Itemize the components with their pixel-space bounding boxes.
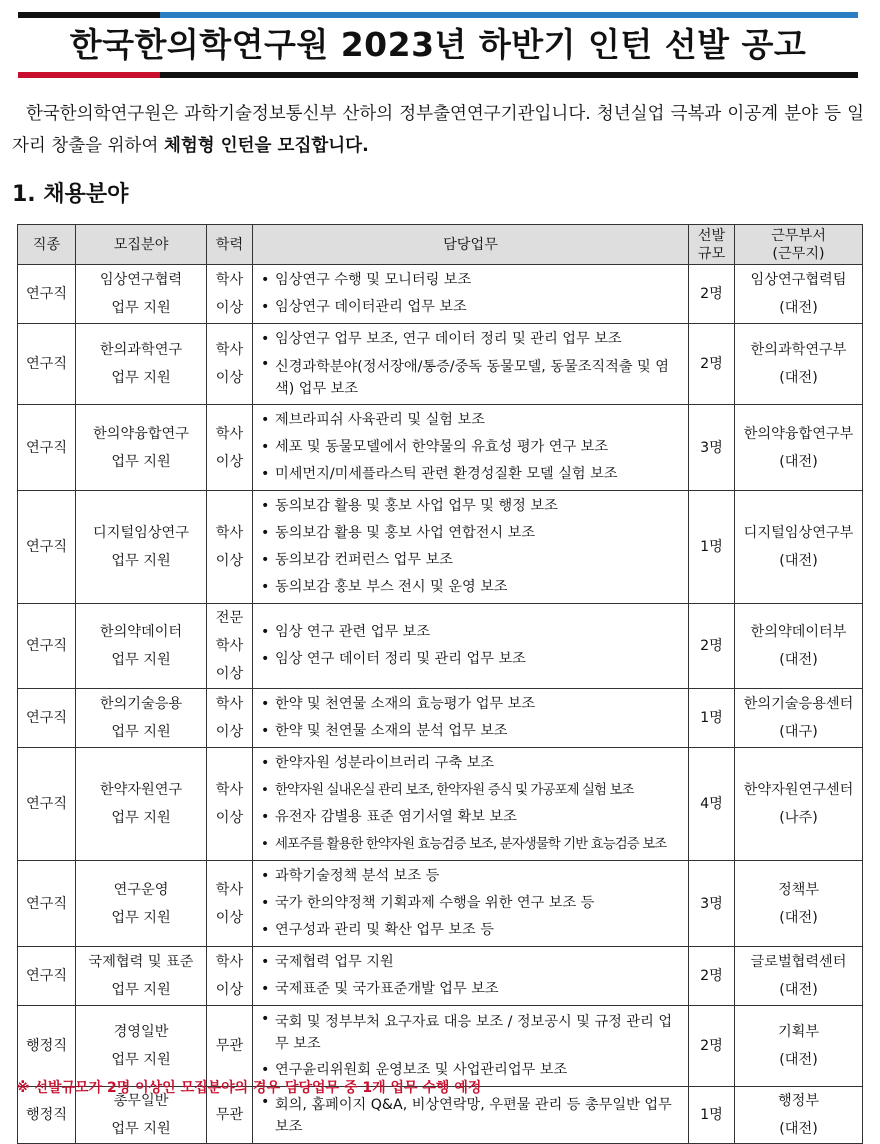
duty-item: • 동의보감 홍보 부스 전시 및 운영 보조 xyxy=(261,574,684,601)
cell-job-type: 행정직 xyxy=(18,1087,76,1144)
duty-item: • 한약 및 천연물 소재의 효능평가 업무 보조 xyxy=(261,691,684,718)
duty-item: • 국제협력 업무 지원 xyxy=(261,949,684,976)
cell-education: 학사 이상 xyxy=(207,748,253,861)
cell-count: 1명 xyxy=(689,689,735,748)
cell-department: 글로벌협력센터 (대전) xyxy=(735,947,863,1006)
duty-item: • 임상연구 데이터관리 업무 보조 xyxy=(261,294,684,321)
cell-education: 학사 이상 xyxy=(207,947,253,1006)
cell-duties xyxy=(253,748,689,861)
top-accent-bar xyxy=(18,12,858,18)
duty-item: • 임상연구 업무 보조, 연구 데이터 정리 및 관리 업무 보조 xyxy=(261,326,684,353)
recruitment-table xyxy=(17,224,863,1144)
cell-duties xyxy=(253,1006,689,1087)
cell-duties xyxy=(253,947,689,1006)
cell-count: 4명 xyxy=(689,748,735,861)
header-duties: 담당업무 xyxy=(253,225,689,265)
cell-duties xyxy=(253,265,689,324)
cell-job-type: 연구직 xyxy=(18,491,76,604)
table-row xyxy=(18,324,863,405)
duty-item: • 국제표준 및 국가표준개발 업무 보조 xyxy=(261,976,684,1003)
table-row xyxy=(18,405,863,491)
cell-field: 경영일반 업무 지원 xyxy=(76,1006,207,1087)
cell-count: 2명 xyxy=(689,324,735,405)
cell-field: 연구운영 업무 지원 xyxy=(76,861,207,947)
duty-item: • 한약 및 천연물 소재의 분석 업무 보조 xyxy=(261,718,684,745)
intro-text: 한국한의학연구원은 과학기술정보통신부 산하의 정부출연연구기관입니다. 청년실업 극복과 이공계 분야 등 일자리 창출을 위하여 xyxy=(12,104,864,156)
table-row xyxy=(18,265,863,324)
cell-job-type: 연구직 xyxy=(18,324,76,405)
duty-item: • 한약자원 성분라이브러리 구축 보조 xyxy=(261,750,684,777)
duty-item: • 임상연구 수행 및 모니터링 보조 xyxy=(261,267,684,294)
header-department: 근무부서 (근무지) xyxy=(735,225,863,265)
cell-field: 한의약융합연구 업무 지원 xyxy=(76,405,207,491)
table-body xyxy=(18,265,863,1144)
cell-count: 1명 xyxy=(689,1087,735,1144)
duty-list xyxy=(261,750,684,858)
cell-department: 한약자원연구센터 (나주) xyxy=(735,748,863,861)
table-row xyxy=(18,748,863,861)
cell-field: 한의과학연구 업무 지원 xyxy=(76,324,207,405)
cell-department: 디지털임상연구부 (대전) xyxy=(735,491,863,604)
intro-paragraph xyxy=(12,98,864,162)
table-row xyxy=(18,947,863,1006)
cell-job-type: 연구직 xyxy=(18,405,76,491)
header-education: 학력 xyxy=(207,225,253,265)
cell-duties xyxy=(253,491,689,604)
footnote: ※ 선발규모가 2명 이상인 모집분야의 경우 담당업무 중 1개 업무 수행 예정 xyxy=(16,1080,482,1096)
duty-list xyxy=(261,863,684,944)
duty-list xyxy=(261,1008,684,1084)
cell-duties xyxy=(253,604,689,689)
duty-item: • 연구성과 관리 및 확산 업무 보조 등 xyxy=(261,917,684,944)
cell-field: 국제협력 및 표준 업무 지원 xyxy=(76,947,207,1006)
cell-duties xyxy=(253,324,689,405)
cell-job-type: 연구직 xyxy=(18,689,76,748)
bottom-bar-red-segment xyxy=(18,72,160,78)
cell-count: 2명 xyxy=(689,947,735,1006)
cell-education: 무관 xyxy=(207,1006,253,1087)
duty-item: • 한약자원 실내온실 관리 보조, 한약자원 증식 및 가공포제 실험 보조 xyxy=(261,777,684,804)
duty-item: • 동의보감 컨퍼런스 업무 보조 xyxy=(261,547,684,574)
bottom-accent-bar xyxy=(18,72,858,78)
cell-education: 전문 학사 이상 xyxy=(207,604,253,689)
cell-duties xyxy=(253,861,689,947)
duty-item: • 유전자 감별용 표준 염기서열 확보 보조 xyxy=(261,804,684,831)
table-row xyxy=(18,1006,863,1087)
duty-list xyxy=(261,407,684,488)
duty-item: • 신경과학분야(정서장애/통증/중독 동물모델, 동물조직적출 및 염색) 업무 보조 xyxy=(261,353,684,402)
duty-item: • 제브라피쉬 사육관리 및 실험 보조 xyxy=(261,407,684,434)
header-job-type: 직종 xyxy=(18,225,76,265)
cell-department: 한의약융합연구부 (대전) xyxy=(735,405,863,491)
cell-job-type: 연구직 xyxy=(18,861,76,947)
cell-field: 임상연구협력 업무 지원 xyxy=(76,265,207,324)
duty-item: • 임상 연구 관련 업무 보조 xyxy=(261,619,684,646)
intro-emphasis: 체험형 인턴을 모집합니다. xyxy=(163,136,369,156)
cell-field: 한의기술응용 업무 지원 xyxy=(76,689,207,748)
duty-list xyxy=(261,949,684,1003)
cell-department: 한의과학연구부 (대전) xyxy=(735,324,863,405)
cell-count: 2명 xyxy=(689,265,735,324)
cell-department: 한의약데이터부 (대전) xyxy=(735,604,863,689)
cell-education: 학사 이상 xyxy=(207,405,253,491)
cell-count: 3명 xyxy=(689,405,735,491)
duty-list xyxy=(261,1091,684,1140)
cell-education: 학사 이상 xyxy=(207,689,253,748)
cell-duties xyxy=(253,405,689,491)
header-count: 선발 규모 xyxy=(689,225,735,265)
page-title: 한국한의학연구원 2023년 하반기 인턴 선발 공고 xyxy=(69,25,807,64)
cell-education: 학사 이상 xyxy=(207,491,253,604)
header-field: 모집분야 xyxy=(76,225,207,265)
table-row xyxy=(18,604,863,689)
top-bar-dark-segment xyxy=(18,12,160,18)
duty-item: • 세포 및 동물모델에서 한약물의 유효성 평가 연구 보조 xyxy=(261,434,684,461)
cell-education: 무관 xyxy=(207,1087,253,1144)
duty-item: • 국회 및 정부부처 요구자료 대응 보조 / 정보공시 및 규정 관리 업무 보조 xyxy=(261,1008,684,1057)
cell-field: 한약자원연구 업무 지원 xyxy=(76,748,207,861)
duty-list xyxy=(261,619,684,673)
cell-job-type: 연구직 xyxy=(18,947,76,1006)
duty-item: • 동의보감 활용 및 홍보 사업 연합전시 보조 xyxy=(261,520,684,547)
duty-list xyxy=(261,691,684,745)
duty-item: • 연구윤리위원회 운영보조 및 사업관리업무 보조 xyxy=(261,1057,684,1084)
cell-department: 한의기술응용센터 (대구) xyxy=(735,689,863,748)
cell-field: 한의약데이터 업무 지원 xyxy=(76,604,207,689)
cell-job-type: 연구직 xyxy=(18,748,76,861)
duty-list xyxy=(261,267,684,321)
section-heading: 1. 채용분야 xyxy=(12,182,129,207)
duty-list xyxy=(261,493,684,601)
cell-job-type: 연구직 xyxy=(18,265,76,324)
table-row xyxy=(18,861,863,947)
cell-department: 기획부 (대전) xyxy=(735,1006,863,1087)
cell-job-type: 연구직 xyxy=(18,604,76,689)
cell-field: 총무일반 업무 지원 xyxy=(76,1087,207,1144)
cell-education: 학사 이상 xyxy=(207,324,253,405)
cell-count: 3명 xyxy=(689,861,735,947)
duty-item: • 국가 한의약정책 기획과제 수행을 위한 연구 보조 등 xyxy=(261,890,684,917)
duty-item: • 회의, 홈페이지 Q&A, 비상연락망, 우편물 관리 등 총무일반 업무 보조 xyxy=(261,1091,684,1140)
table-row xyxy=(18,491,863,604)
duty-item: • 임상 연구 데이터 정리 및 관리 업무 보조 xyxy=(261,646,684,673)
cell-job-type: 행정직 xyxy=(18,1006,76,1087)
duty-item: • 동의보감 활용 및 홍보 사업 업무 및 행정 보조 xyxy=(261,493,684,520)
duty-item: • 미세먼지/미세플라스틱 관련 환경성질환 모델 실험 보조 xyxy=(261,461,684,488)
cell-duties xyxy=(253,689,689,748)
cell-education: 학사 이상 xyxy=(207,265,253,324)
cell-department: 정책부 (대전) xyxy=(735,861,863,947)
top-bar-blue-segment xyxy=(160,12,858,18)
cell-count: 1명 xyxy=(689,491,735,604)
table-row xyxy=(18,689,863,748)
cell-department: 임상연구협력팀 (대전) xyxy=(735,265,863,324)
table-header-row xyxy=(18,225,863,265)
cell-count: 2명 xyxy=(689,604,735,689)
duty-item: • 세포주를 활용한 한약자원 효능검증 보조, 분자생물학 기반 효능검증 보조 xyxy=(261,831,684,858)
cell-count: 2명 xyxy=(689,1006,735,1087)
duty-item: • 과학기술정책 분석 보조 등 xyxy=(261,863,684,890)
cell-field: 디지털임상연구 업무 지원 xyxy=(76,491,207,604)
duty-list xyxy=(261,326,684,402)
cell-education: 학사 이상 xyxy=(207,861,253,947)
cell-department: 행정부 (대전) xyxy=(735,1087,863,1144)
bottom-bar-dark-segment xyxy=(160,72,858,78)
